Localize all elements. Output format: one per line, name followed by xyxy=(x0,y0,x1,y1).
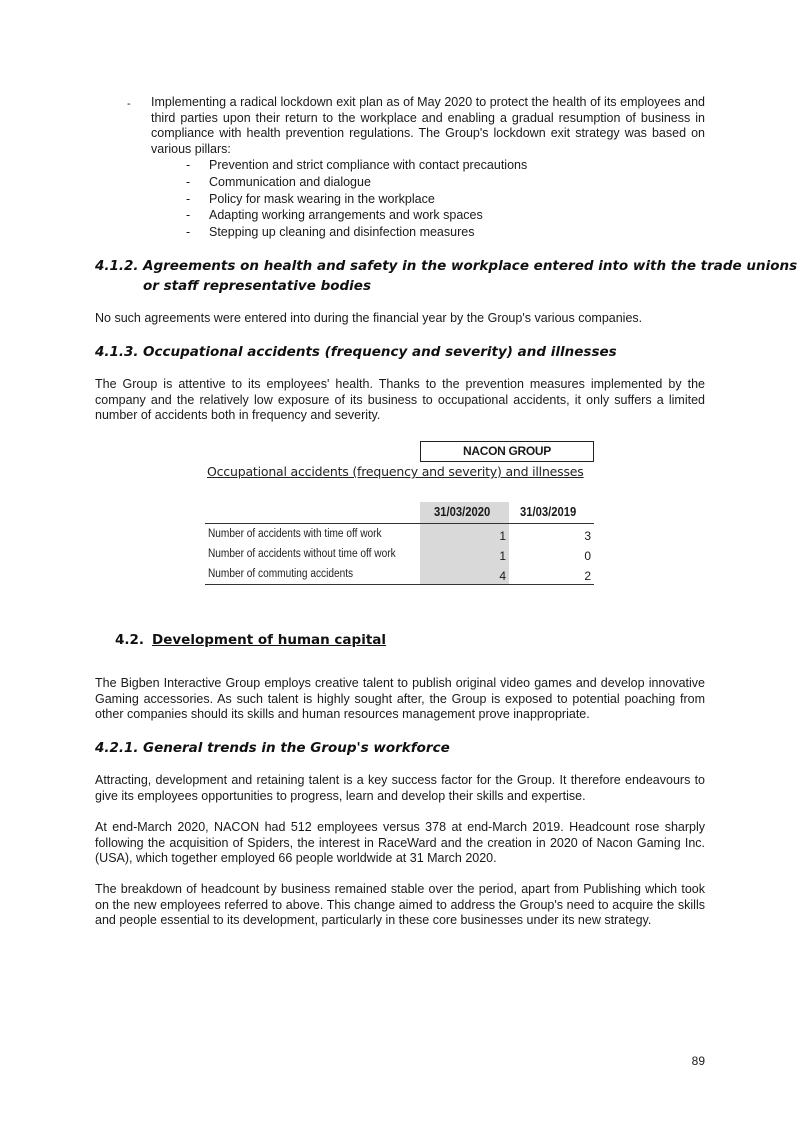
section-title-line2: or staff representative bodies xyxy=(143,278,371,294)
page-number: 89 xyxy=(691,1054,705,1068)
section-number: 4.1.2. xyxy=(95,258,139,274)
table-bottom-rule xyxy=(205,584,594,585)
table-cell: 1 xyxy=(499,529,506,543)
table-group-header: NACON GROUP xyxy=(420,441,594,462)
table-header-rule xyxy=(205,523,594,524)
bullet-marker: - xyxy=(127,98,131,110)
table-title: Occupational accidents (frequency and severity) and illnesses xyxy=(207,464,584,479)
table-row-label: Number of accidents without time off work xyxy=(208,548,396,560)
table-row-label: Number of commuting accidents xyxy=(208,568,354,580)
section-number: 4.1.3. xyxy=(95,344,139,360)
section-para-3: The breakdown of headcount by business remained stable over the period, apart from Publishing which took on the new employees referred to above. This change aimed to address the Group's need to acquire the skills and people essential to its development, particularly in these core businesses under its new strategy. xyxy=(95,882,705,928)
bullet-text: Implementing a radical lockdown exit plan as of May 2020 to protect the health of its employees and third parties upon their return to the workplace and enabling a gradual resumption of business in compliance with health prevention regulations. The Group's lockdown exit strategy was based on various pillars: xyxy=(151,95,705,156)
table-cell: 0 xyxy=(584,549,591,563)
table-cell: 4 xyxy=(499,569,506,583)
table-cell: 1 xyxy=(499,549,506,563)
section-title: Development of human capital xyxy=(152,632,387,648)
table-row-label: Number of accidents with time off work xyxy=(208,528,382,540)
column-header-2020: 31/03/2020 xyxy=(434,505,491,519)
section-number: 4.2.1. xyxy=(95,740,139,756)
table-cell: 3 xyxy=(584,529,591,543)
section-body-4-1-3: The Group is attentive to its employees' health. Thanks to the prevention measures implemented by the company and the relatively low exposure of its business to occupational accidents, it only suffers a limited number of accidents both in frequency and severity. xyxy=(95,377,705,423)
column-header-2019: 31/03/2019 xyxy=(520,505,577,519)
section-para-1: Attracting, development and retaining talent is a key success factor for the Group. It therefore endeavours to give its employees opportunities to progress, learn and develop their skills and expertise. xyxy=(95,773,705,803)
section-body-4-2: The Bigben Interactive Group employs creative talent to publish original video games and develop innovative Gaming accessories. As such talent is highly sought after, the Group is exposed to potential poaching from other companies should its skills and human resources management prove inappropriate. xyxy=(95,676,705,722)
list-item: - Stepping up cleaning and disinfection measures xyxy=(186,225,475,240)
table-cell: 2 xyxy=(584,569,591,583)
section-heading-4-1-2 xyxy=(95,256,797,296)
list-item: - Communication and dialogue xyxy=(186,174,371,189)
pillars-list xyxy=(186,157,527,241)
section-heading-4-1-3 xyxy=(95,342,617,362)
section-title: General trends in the Group's workforce xyxy=(143,740,450,756)
section-para-2: At end-March 2020, NACON had 512 employees versus 378 at end-March 2019. Headcount rose sharply following the acquisition of Spiders, the interest in RaceWard and the creation in 2020 of Nacon Gaming Inc. (USA), which together employed 66 people worldwide at 31 March 2020. xyxy=(95,820,705,866)
list-item: - Adapting working arrangements and work spaces xyxy=(186,208,483,223)
section-heading-4-2-1 xyxy=(95,738,450,758)
section-body-4-1-2: No such agreements were entered into during the financial year by the Group's various companies. xyxy=(95,311,643,325)
list-item: - Policy for mask wearing in the workplace xyxy=(186,191,435,206)
list-item: - Prevention and strict compliance with contact precautions xyxy=(186,158,528,172)
section-title: Occupational accidents (frequency and severity) and illnesses xyxy=(143,344,617,360)
section-title-line1: Agreements on health and safety in the workplace entered into with the trade unions xyxy=(143,258,798,274)
section-number: 4.2. xyxy=(115,632,145,648)
section-heading-4-2 xyxy=(115,630,386,650)
